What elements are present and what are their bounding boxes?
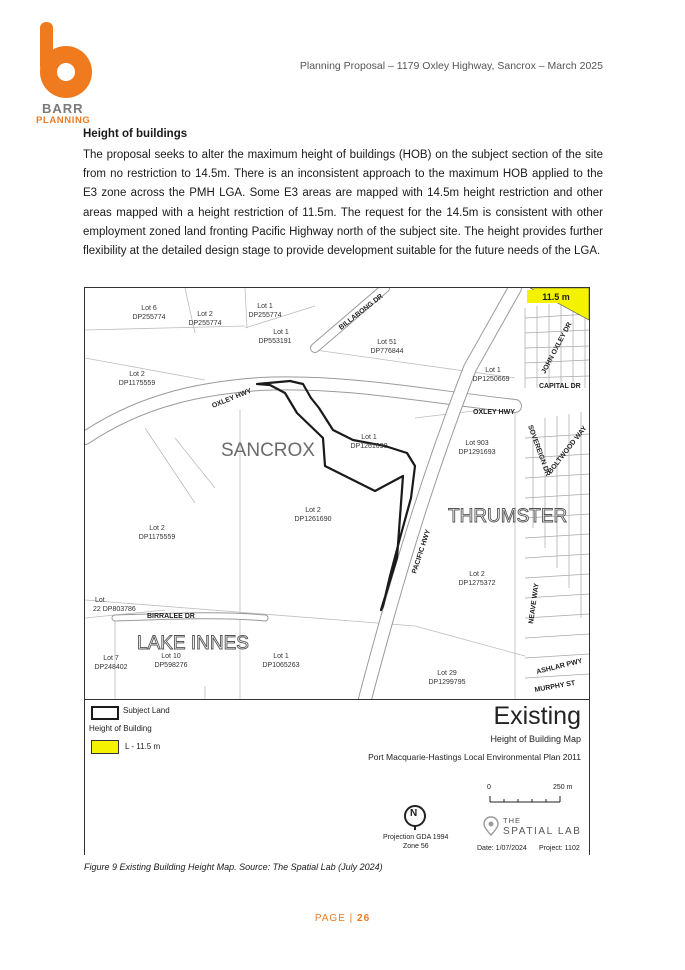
lot-label: Lot 903 bbox=[465, 440, 489, 447]
road-oxley-hwy-east: OXLEY HWY bbox=[473, 409, 515, 416]
road-billabong-dr: BILLABONG DR bbox=[337, 293, 385, 332]
hob-yellow-swatch bbox=[91, 740, 119, 754]
road-boltwood-way: BOLTWOOD WAY bbox=[547, 424, 589, 476]
lot-dp: DP1261690 bbox=[350, 443, 388, 450]
lot-label: Lot 1 bbox=[485, 367, 501, 374]
height-badge: 11.5 m bbox=[542, 292, 570, 302]
road-oxley-hwy-west: OXLEY HWY bbox=[211, 387, 253, 410]
lot-dp: DP1261690 bbox=[294, 516, 332, 523]
legend-hob-item: L - 11.5 m bbox=[125, 742, 161, 751]
subject-land-swatch bbox=[91, 706, 119, 720]
scale-end: 250 m bbox=[553, 784, 573, 791]
page-number bbox=[0, 913, 685, 924]
road-murphy-st: MURPHY ST bbox=[534, 679, 576, 694]
road-sovereign-dr: SOVEREIGN DR bbox=[526, 424, 552, 478]
document-header-title: Planning Proposal – 1179 Oxley Highway, Sancrox – March 2025 bbox=[299, 60, 603, 72]
map-canvas bbox=[85, 288, 589, 699]
lot-dp: DP255774 bbox=[188, 320, 222, 327]
lot-label: Lot 6 bbox=[141, 305, 157, 312]
page-separator: | bbox=[349, 913, 354, 924]
legend-hob-heading: Height of Building bbox=[89, 724, 152, 733]
lot-dp: DP1275372 bbox=[458, 580, 496, 587]
map-legend bbox=[85, 699, 589, 855]
map-project: Project: 1102 bbox=[539, 845, 580, 852]
town-sancrox: SANCROX bbox=[221, 440, 315, 461]
page-number-value: 26 bbox=[357, 913, 371, 924]
section-heading: Height of buildings bbox=[83, 128, 188, 140]
lot-dp: DP255774 bbox=[248, 312, 282, 319]
page-label: PAGE bbox=[314, 913, 346, 924]
town-thrumster: THRUMSTER bbox=[448, 506, 568, 527]
lot-dp: DP1291693 bbox=[458, 449, 496, 456]
legend-subtitle: Height of Building Map bbox=[490, 734, 581, 744]
lot-label: Lot 7 bbox=[103, 655, 119, 662]
lot-label: Lot 1 bbox=[273, 653, 289, 660]
figure-caption: Figure 9 Existing Building Height Map. Source: The Spatial Lab (July 2024) bbox=[84, 862, 383, 872]
lot-label: Lot 2 bbox=[149, 525, 165, 532]
lot-dp: DP1299795 bbox=[428, 679, 466, 686]
body-paragraph: The proposal seeks to alter the maximum height of buildings (HOB) on the subject section of the site from no restriction to 14.5m. There is an inconsistent approach to the maximum HOB applied to the E3 zone across the PMH LGA. Some E3 areas are mapped with 14.5m height restriction and other areas mapped with a height restriction of 11.5m. The request for the 14.5m is consistent with other employment zoned land fronting Pacific Highway north of the subject site. The height provides further flexibility at the detailed design stage to provide development suitable for the future needs of the LGA. bbox=[83, 149, 603, 258]
town-lake-innes: LAKE INNES bbox=[137, 633, 249, 654]
lot-dp: DP1065263 bbox=[262, 662, 300, 669]
lot-label: Lot bbox=[95, 597, 105, 604]
lot-dp: DP553191 bbox=[258, 338, 292, 345]
road-pacific-hwy: PACIFIC HWY bbox=[411, 528, 433, 575]
scale-start: 0 bbox=[487, 784, 491, 791]
brand-bottom: SPATIAL LAB bbox=[503, 826, 582, 837]
spatial-lab-pin-icon bbox=[483, 816, 499, 836]
road-neave-way: NEAVE WAY bbox=[528, 582, 541, 625]
logo-text-barr: BARR bbox=[42, 101, 84, 116]
lot-dp: 22 DP803786 bbox=[93, 606, 136, 613]
logo-text-planning: PLANNING bbox=[36, 115, 91, 126]
lot-label: Lot 29 bbox=[437, 670, 457, 677]
brand-top: THE bbox=[503, 816, 521, 825]
lot-label: Lot 2 bbox=[469, 571, 485, 578]
lot-label: Lot 2 bbox=[197, 311, 213, 318]
road-birralee-dr: BIRRALEE DR bbox=[147, 613, 195, 620]
map-date: Date: 1/07/2024 bbox=[477, 845, 527, 852]
lot-labels bbox=[93, 303, 510, 686]
lot-dp: DP1250669 bbox=[472, 376, 510, 383]
legend-plan: Port Macquarie-Hastings Local Environmental Plan 2011 bbox=[368, 752, 581, 762]
lot-label: Lot 2 bbox=[305, 507, 321, 514]
lot-label: Lot 10 bbox=[161, 653, 181, 660]
subject-land-outline bbox=[257, 381, 415, 610]
road-capital-dr: CAPITAL DR bbox=[539, 383, 581, 390]
scale-bar bbox=[489, 794, 561, 804]
lot-dp: DP255774 bbox=[132, 314, 166, 321]
height-of-building-map bbox=[84, 287, 590, 855]
lot-label: Lot 1 bbox=[257, 303, 273, 310]
lot-label: Lot 1 bbox=[273, 329, 289, 336]
legend-subject-land: Subject Land bbox=[123, 706, 170, 715]
north-label: N bbox=[410, 808, 418, 819]
lot-label: Lot 1 bbox=[361, 434, 377, 441]
projection-label: Projection GDA 1994 bbox=[383, 834, 449, 841]
lot-dp: DP598276 bbox=[154, 662, 188, 669]
lot-label: Lot 2 bbox=[129, 371, 145, 378]
lot-dp: DP1175559 bbox=[118, 380, 156, 387]
lot-dp: DP1175559 bbox=[138, 534, 176, 541]
zone-label: Zone 56 bbox=[403, 843, 429, 850]
road-ashlar-pwy: ASHLAR PWY bbox=[535, 657, 584, 676]
lot-dp: DP248402 bbox=[94, 664, 128, 671]
road-john-oxley-dr: JOHN OXLEY DR bbox=[540, 321, 574, 375]
lot-dp: DP776844 bbox=[370, 348, 404, 355]
legend-title: Existing bbox=[493, 702, 581, 730]
lot-label: Lot 51 bbox=[377, 339, 397, 346]
